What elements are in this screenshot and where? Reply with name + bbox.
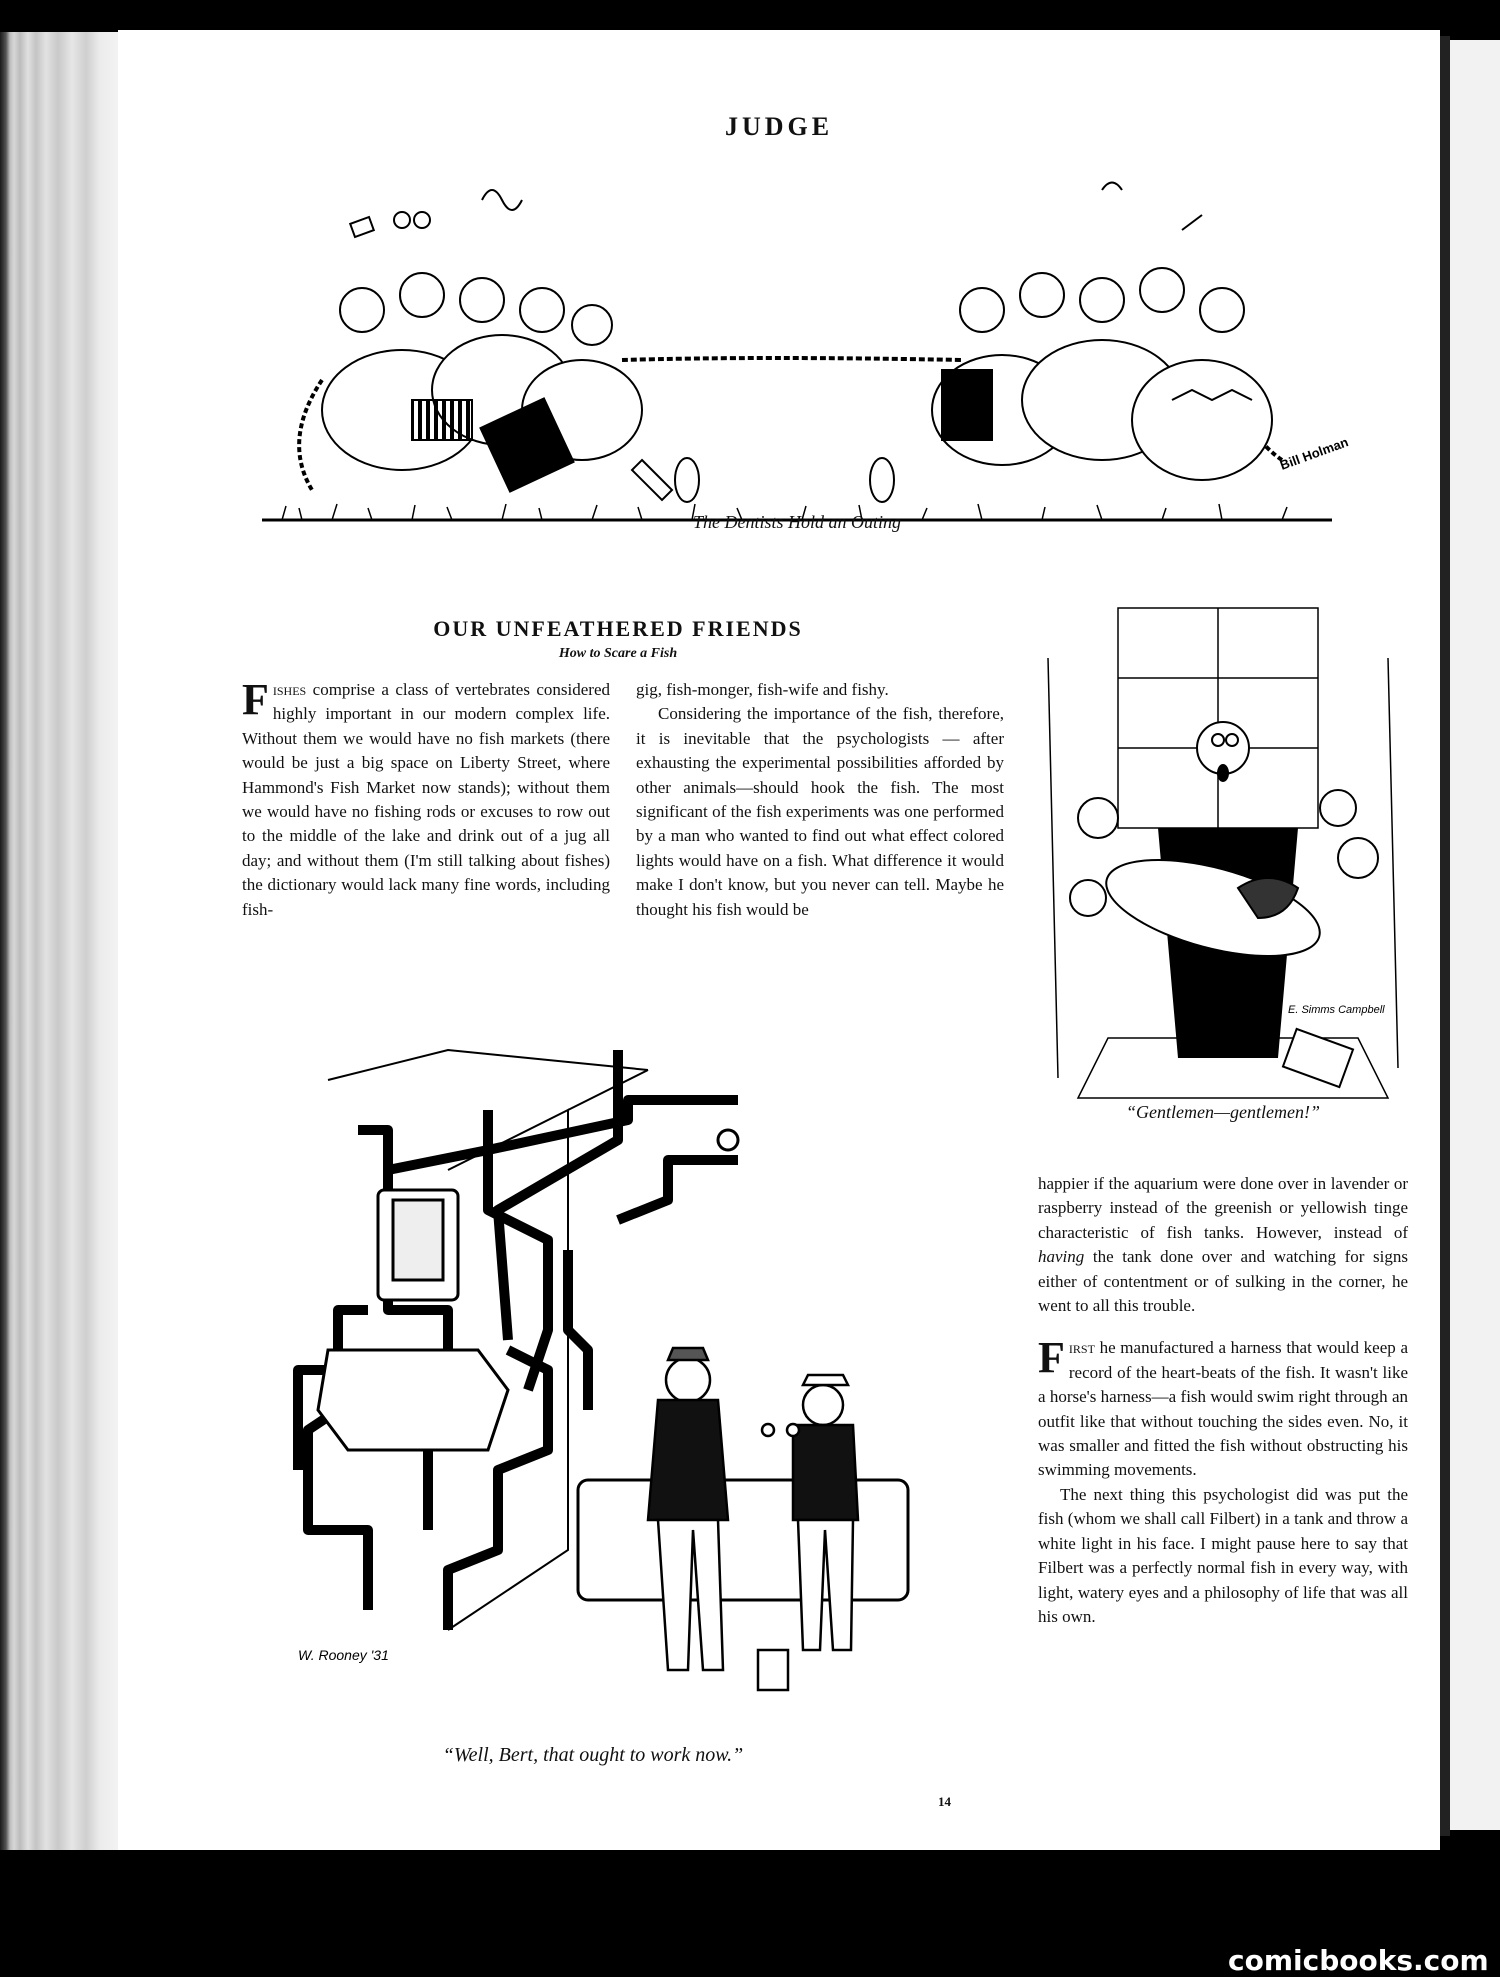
- article-title: OUR UNFEATHERED FRIENDS: [433, 616, 803, 641]
- dropcap-f-2: F: [1038, 1333, 1065, 1383]
- meeting-caption: “Gentlemen—gentlemen!”: [1126, 1102, 1320, 1122]
- tug-of-war-signature: Bill Holman: [1277, 434, 1351, 473]
- plumbing-caption: “Well, Bert, that ought to work now.”: [442, 1744, 744, 1766]
- meeting-cartoon: [1038, 598, 1408, 1118]
- column-1-text: comprise a class of vertebrates considered highly important in our modern complex life. Without them we would have no fish markets (there would be just a big space on Liberty Street, where Hammond's Fish Market now stands); without them we would have no fishing rods or excuses to row out to the middle of the lake and drink out of a jug all day; and without them (I'm still talking about fishes) the dictionary would lack many fine words, including fish-: [242, 680, 610, 919]
- column-3-paragraph-1-end: the tank done over and watching for signs either of contentment or of sulking in the corner, he went to all this trouble.: [1038, 1247, 1408, 1316]
- page-number: 14: [938, 1794, 951, 1809]
- article-column-1: [242, 675, 610, 922]
- article-column-2: [636, 678, 1004, 922]
- tug-of-war-caption: The Dentists Hold an Outing: [692, 512, 901, 532]
- column-3-paragraph-2-text: he manufactured a harness that would keep a record of the heart-beats of the fish. It wasn't like a horse's harness—a fish would swim right through an outfit like that without touching the sides even. No, it was smaller and fitted the fish without obstructing his swimming movements.: [1038, 1338, 1408, 1480]
- scan-top-border: [0, 0, 1500, 32]
- dropcap-f: F: [242, 675, 269, 724]
- watermark: comicbooks.com: [1228, 1944, 1489, 1977]
- column-3-paragraph-1: [1038, 1172, 1408, 1318]
- article-subtitle: How to Scare a Fish: [558, 646, 678, 661]
- plumbing-signature: W. Rooney '31: [298, 1647, 389, 1663]
- first-smallcaps: irst: [1068, 1338, 1095, 1358]
- column-3-emphasis: having: [1038, 1247, 1085, 1267]
- column-3-paragraph-2: [1038, 1333, 1408, 1482]
- tug-of-war-illustration: [242, 160, 1352, 530]
- article-column-3: [1038, 1172, 1408, 1629]
- plumbing-illustration: [248, 1010, 938, 1730]
- column-3-paragraph-1-start: happier if the aquarium were done over in lavender or raspberry instead of the greenish or yellowish tinge characteristic of fish tanks. However, instead of: [1038, 1174, 1408, 1242]
- column-3-paragraph-3: The next thing this psychologist did was put the fish (whom we shall call Filbert) in a tank and throw a white light in his face. I might pause here to say that Filbert was a perfectly normal fish in every way, with light, watery eyes and a philosophy of life that was all his own.: [1038, 1484, 1408, 1626]
- plumbing-cartoon: [248, 1010, 938, 1730]
- tug-of-war-cartoon: [242, 160, 1352, 530]
- lead-smallcaps: ishes: [272, 680, 307, 699]
- column-2-paragraph-1: gig, fish-monger, fish-wife and fishy.: [636, 680, 889, 699]
- masthead: JUDGE: [724, 112, 834, 141]
- page-gutter: [1440, 36, 1450, 1836]
- meeting-illustration: [1038, 598, 1408, 1118]
- book-spine-edge: [0, 32, 120, 1852]
- column-2-paragraph-2: Considering the importance of the fish, therefore, it is inevitable that the psychologists — after exhausting the experimental possibilities afforded by other animals—should hook the fish. The most significant of the fish experiments was one performed by a man who wanted to find out what effect colored lights would have on a fish. What difference it would make I don't know, but you never can tell. Maybe he thought his fish would be: [636, 704, 1004, 919]
- meeting-signature: E. Simms Campbell: [1288, 1004, 1385, 1016]
- facing-page-edge: [1450, 40, 1500, 1830]
- magazine-page: [118, 30, 1440, 1852]
